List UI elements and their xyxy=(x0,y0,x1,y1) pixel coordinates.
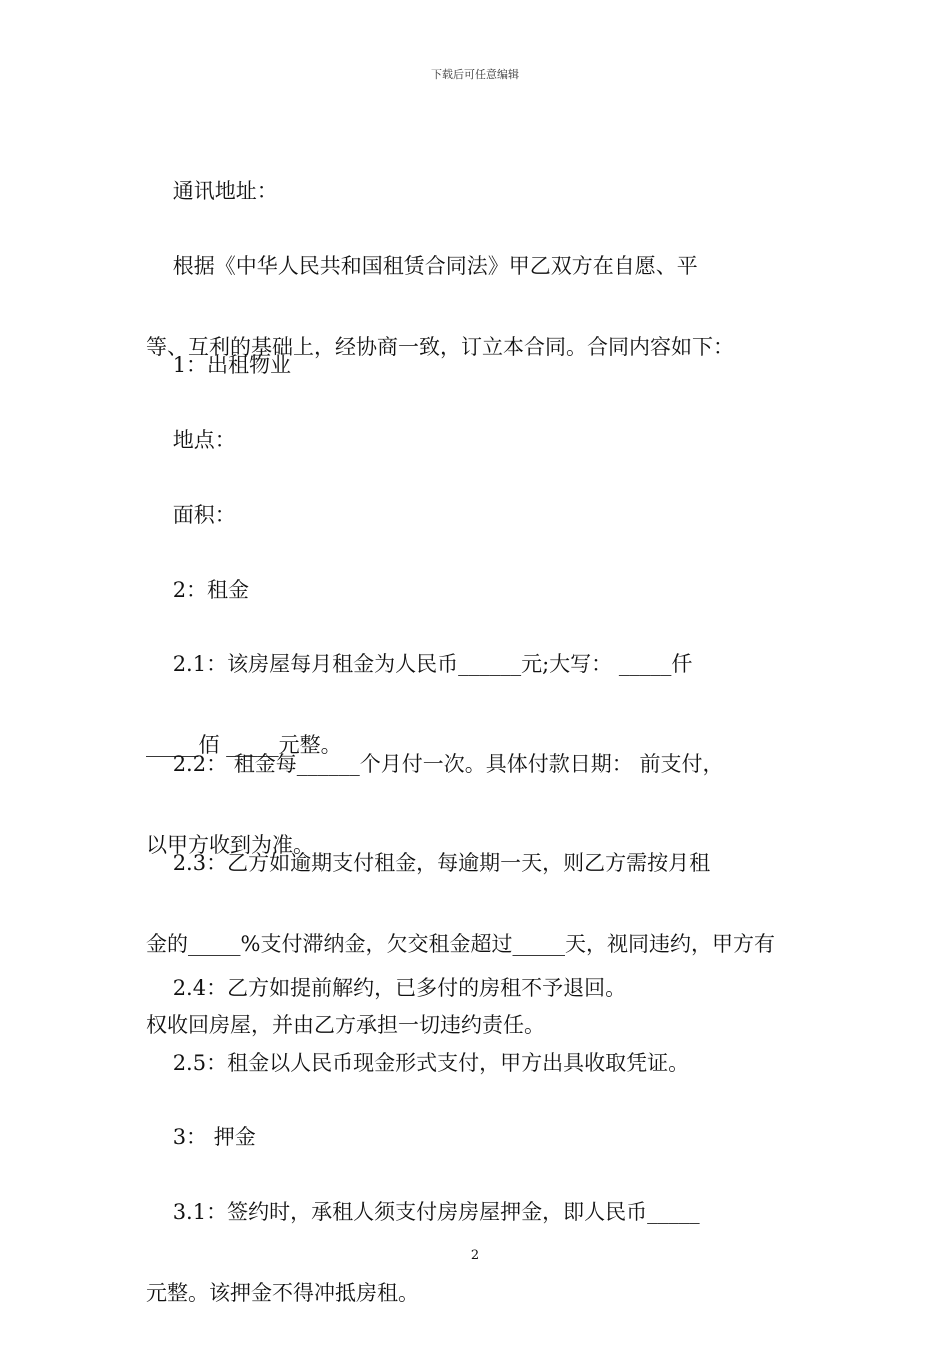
paragraph-line: 2.3：乙方如逾期支付租金，每逾期一天，则乙方需按月租 xyxy=(146,851,711,875)
paragraph-line: 元整。该押金不得冲抵房租。 xyxy=(146,1281,419,1305)
paragraph-line: 2.1：该房屋每月租金为人民币______元;大写： _____仟 xyxy=(146,652,693,676)
paragraph-line: 2.2： 租金每______个月付一次。具体付款日期： 前支付， xyxy=(146,752,724,776)
paragraph-line: 2.5：租金以人民币现金形式支付，甲方出具收取凭证。 xyxy=(146,1051,690,1075)
paragraph-line: 金的_____%支付滞纳金，欠交租金超过_____天，视同违约，甲方有 xyxy=(146,932,775,956)
paragraph-line: _____佰 _____元整。 xyxy=(146,733,342,757)
paragraph-line: 等、互利的基础上，经协商一致，订立本合同。合同内容如下： xyxy=(146,335,734,359)
paragraph-line: 地点： xyxy=(146,428,236,452)
paragraph-line: 通讯地址： xyxy=(146,179,278,203)
paragraph-line: 2：租金 xyxy=(146,578,250,602)
paragraph-line: 2.4：乙方如提前解约，已多付的房租不予退回。 xyxy=(146,976,627,1000)
paragraph-line: 根据《中华人民共和国租赁合同法》甲乙双方在自愿、平 xyxy=(146,254,698,278)
paragraph-line: 3.1：签约时，承租人须支付房房屋押金，即人民币_____ xyxy=(146,1200,700,1224)
paragraph-line: 面积： xyxy=(146,503,236,527)
paragraph-line: 以甲方收到为准。 xyxy=(146,833,314,857)
paragraph-line: 1：出租物业 xyxy=(146,353,292,377)
paragraph-line: 权收回房屋，并由乙方承担一切违约责任。 xyxy=(146,1013,545,1037)
page-header: 下载后可任意编辑 xyxy=(431,68,519,81)
page-number: 2 xyxy=(470,1248,480,1263)
paragraph-line: 3： 押金 xyxy=(146,1125,256,1149)
